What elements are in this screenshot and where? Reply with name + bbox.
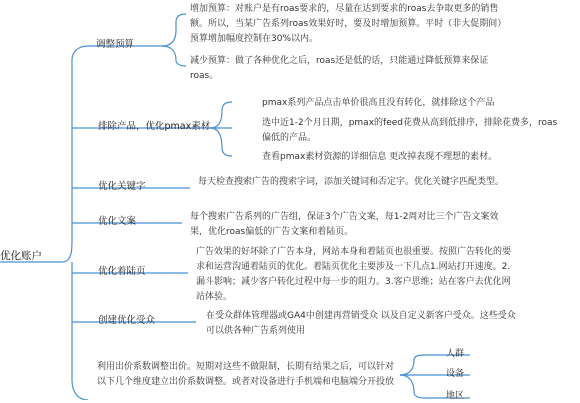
branch-exclude-products[interactable] xyxy=(98,120,210,134)
main-spine xyxy=(62,46,88,262)
note-pmax-feed: 选中近1-2个月日期，pmax的feed花费从高到低排序，排除花费多，roas偏低的产品。 xyxy=(262,118,558,143)
branch-ad-copy[interactable] xyxy=(98,215,136,229)
leaf-audience[interactable]: 人群 xyxy=(446,349,465,359)
branch-audience[interactable] xyxy=(98,314,155,328)
note-audience: 在受众群体管理器或GA4中创建再营销受众 以及自定义新客户受众。这些受众可以供各种广告系列使用 xyxy=(206,311,516,336)
branch-label: 排除产品，优化pmax素材 xyxy=(98,121,211,132)
note-pmax-exclude: pmax系列产品点击单价很高且没有转化，就排除这个产品 xyxy=(262,98,495,108)
branch-keywords[interactable] xyxy=(98,180,146,194)
note-pmax-assets: 查看pmax素材资源的详细信息 更改掉表现不理想的素材。 xyxy=(262,152,498,162)
branch-budget[interactable] xyxy=(96,38,134,52)
branch-label: 调整预算 xyxy=(96,39,135,50)
branch-label: 优化文案 xyxy=(98,216,137,227)
branch-label: 优化着陆页 xyxy=(98,266,146,277)
leaf-device[interactable]: 设备 xyxy=(446,369,465,379)
note-ad-copy: 每个搜索广告系列的广告组，保证3个广告文案，每1-2周对比三个广告文案效果，优化roas偏低的广告文案和着陆页。 xyxy=(190,212,499,237)
root-node[interactable] xyxy=(0,247,70,265)
note-landing-page: 广告效果的好坏除了广告本身，网站本身和着陆页也很重要。按照广告转化的要求和运营沟通着陆页的优化。着陆页优化主要涉及一下几点1.网站打开速度。2.漏斗影响；减少客户转化过程中每一步的阻力。3.客户思维；站在客户去优化网站体验。 xyxy=(196,247,512,302)
root-label: 优化账户 xyxy=(0,250,42,262)
branch-landing-page[interactable] xyxy=(98,265,146,279)
branch-label: 优化关键字 xyxy=(98,181,146,192)
note-keywords: 每天检查搜索广告的搜索字词，添加关键词和否定字。优化关键字匹配类型。 xyxy=(198,177,505,187)
note-decrease-budget: 减少预算：做了各种优化之后，roas还是低的话，只能通过降低预算来保证roas。 xyxy=(190,56,489,81)
branch-label: 创建优化受众 xyxy=(98,315,156,326)
leaf-region[interactable]: 地区 xyxy=(446,391,465,401)
note-increase-budget: 增加预算：对账户是有roas要求的，尽量在达到要求的roas去争取更多的销售额。所以，当某广告系列roas效果好时，要及时增加预算。平时（非大促期间）预算增加幅度控制在30%以内。 xyxy=(190,4,507,44)
note-bid-adjust: 利用出价系数调整出价。短期对这些不做限制，长期有结果之后，可以针对以下几个维度建立出价系数调整。或者对设备进行手机端和电脑端分开投放 xyxy=(97,362,395,387)
main-spine-lower xyxy=(72,262,88,400)
